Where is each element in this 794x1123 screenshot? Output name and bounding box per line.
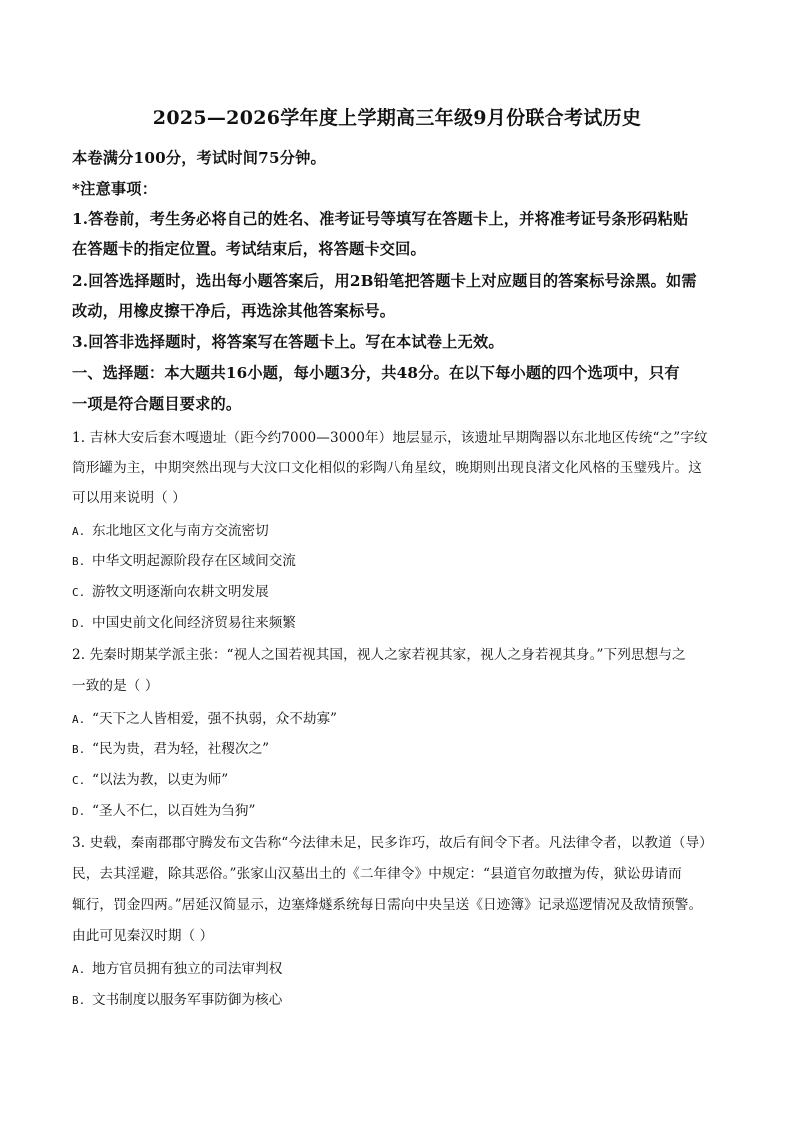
option-text: “天下之人皆相爱，强不执弱，众不劫寡” xyxy=(92,711,337,727)
option-label: C. xyxy=(72,774,86,787)
section-heading-line-1: 一、选择题：本大题共16小题，每小题3分，共48分。在以下每小题的四个选项中，只有 xyxy=(72,364,680,382)
question-3-stem-line-1: 3. 史载，秦南郡郡守腾发布文告称“今法律未足，民多诈巧，故后有间令下者。凡法律令者，以教道（导） xyxy=(72,835,713,851)
notice-item-2-line-1: 2.回答选择题时，选出每小题答案后，用2B铅笔把答题卡上对应题目的答案标号涂黑。如需 xyxy=(72,272,697,290)
option-label: D. xyxy=(72,617,86,630)
option-text: 东北地区文化与南方交流密切 xyxy=(92,523,269,539)
score-time-line: 本卷满分100分，考试时间75分钟。 xyxy=(72,149,326,167)
notice-item-1-line-2: 在答题卡的指定位置。考试结束后，将答题卡交回。 xyxy=(72,240,426,258)
section-heading-line-2: 一项是符合题目要求的。 xyxy=(72,395,242,413)
question-2-option-c xyxy=(72,768,228,788)
question-3-option-b xyxy=(72,988,282,1008)
question-3-stem-line-3: 辄行，罚金四两。”居延汉简显示，边塞烽燧系统每日需向中央呈送《日迹簿》记录巡逻情况及敌情预警。 xyxy=(72,897,703,913)
option-label: B. xyxy=(72,743,86,756)
option-text: “圣人不仁，以百姓为刍狗” xyxy=(92,803,256,819)
option-text: “民为贵，君为轻，社稷次之” xyxy=(92,741,270,757)
option-label: D. xyxy=(72,805,86,818)
option-label: C. xyxy=(72,586,86,599)
question-1-option-b xyxy=(72,549,296,569)
option-label: B. xyxy=(72,994,86,1007)
option-text: “以法为教，以吏为师” xyxy=(92,772,229,788)
page-title: 2025—2026学年度上学期高三年级9月份联合考试历史 xyxy=(152,107,642,129)
question-1-option-d xyxy=(72,611,296,631)
notice-item-3: 3.回答非选择题时，将答案写在答题卡上。写在本试卷上无效。 xyxy=(72,333,504,351)
notice-heading: *注意事项： xyxy=(72,180,158,198)
question-1-option-c xyxy=(72,580,269,600)
option-text: 中华文明起源阶段存在区域间交流 xyxy=(92,553,296,569)
option-text: 地方官员拥有独立的司法审判权 xyxy=(92,961,283,977)
option-label: B. xyxy=(72,555,86,568)
option-label: A. xyxy=(72,963,86,976)
notice-item-1-line-1: 1.答卷前，考生务必将自己的姓名、准考证号等填写在答题卡上，并将准考证号条形码粘贴 xyxy=(72,210,689,228)
question-2-option-d xyxy=(72,799,255,819)
question-1-option-a xyxy=(72,519,269,539)
option-label: A. xyxy=(72,525,86,538)
question-1-stem-line-2: 筒形罐为主，中期突然出现与大汶口文化相似的彩陶八角星纹，晚期则出现良渚文化风格的玉璧残片。这 xyxy=(72,460,702,476)
question-2-stem-line-2: 一致的是（ ） xyxy=(72,678,159,694)
question-3-option-a xyxy=(72,957,282,977)
option-label: A. xyxy=(72,713,86,726)
question-2-option-b xyxy=(72,737,269,757)
question-1-stem-line-1: 1. 吉林大安后套木嘎遗址（距今约7000—3000年）地层显示，该遗址早期陶器以东北地区传统“之”字纹 xyxy=(72,430,708,446)
notice-item-2-line-2: 改动，用橡皮擦干净后，再选涂其他答案标号。 xyxy=(72,302,396,320)
question-2-option-a xyxy=(72,707,337,727)
option-text: 游牧文明逐渐向农耕文明发展 xyxy=(92,584,269,600)
question-2-stem-line-1: 2. 先秦时期某学派主张：“视人之国若视其国，视人之家若视其家，视人之身若视其身。”下列思想与之 xyxy=(72,647,686,663)
question-1-stem-line-3: 可以用来说明（ ） xyxy=(72,490,186,506)
option-text: 文书制度以服务军事防御为核心 xyxy=(92,992,283,1008)
question-3-stem-line-4: 由此可见秦汉时期（ ） xyxy=(72,928,214,944)
option-text: 中国史前文化间经济贸易往来频繁 xyxy=(92,615,296,631)
question-3-stem-line-2: 民，去其淫避，除其恶俗。”张家山汉墓出土的《二年律令》中规定：“县道官勿敢擅为传，狱讼毋请而 xyxy=(72,866,682,882)
